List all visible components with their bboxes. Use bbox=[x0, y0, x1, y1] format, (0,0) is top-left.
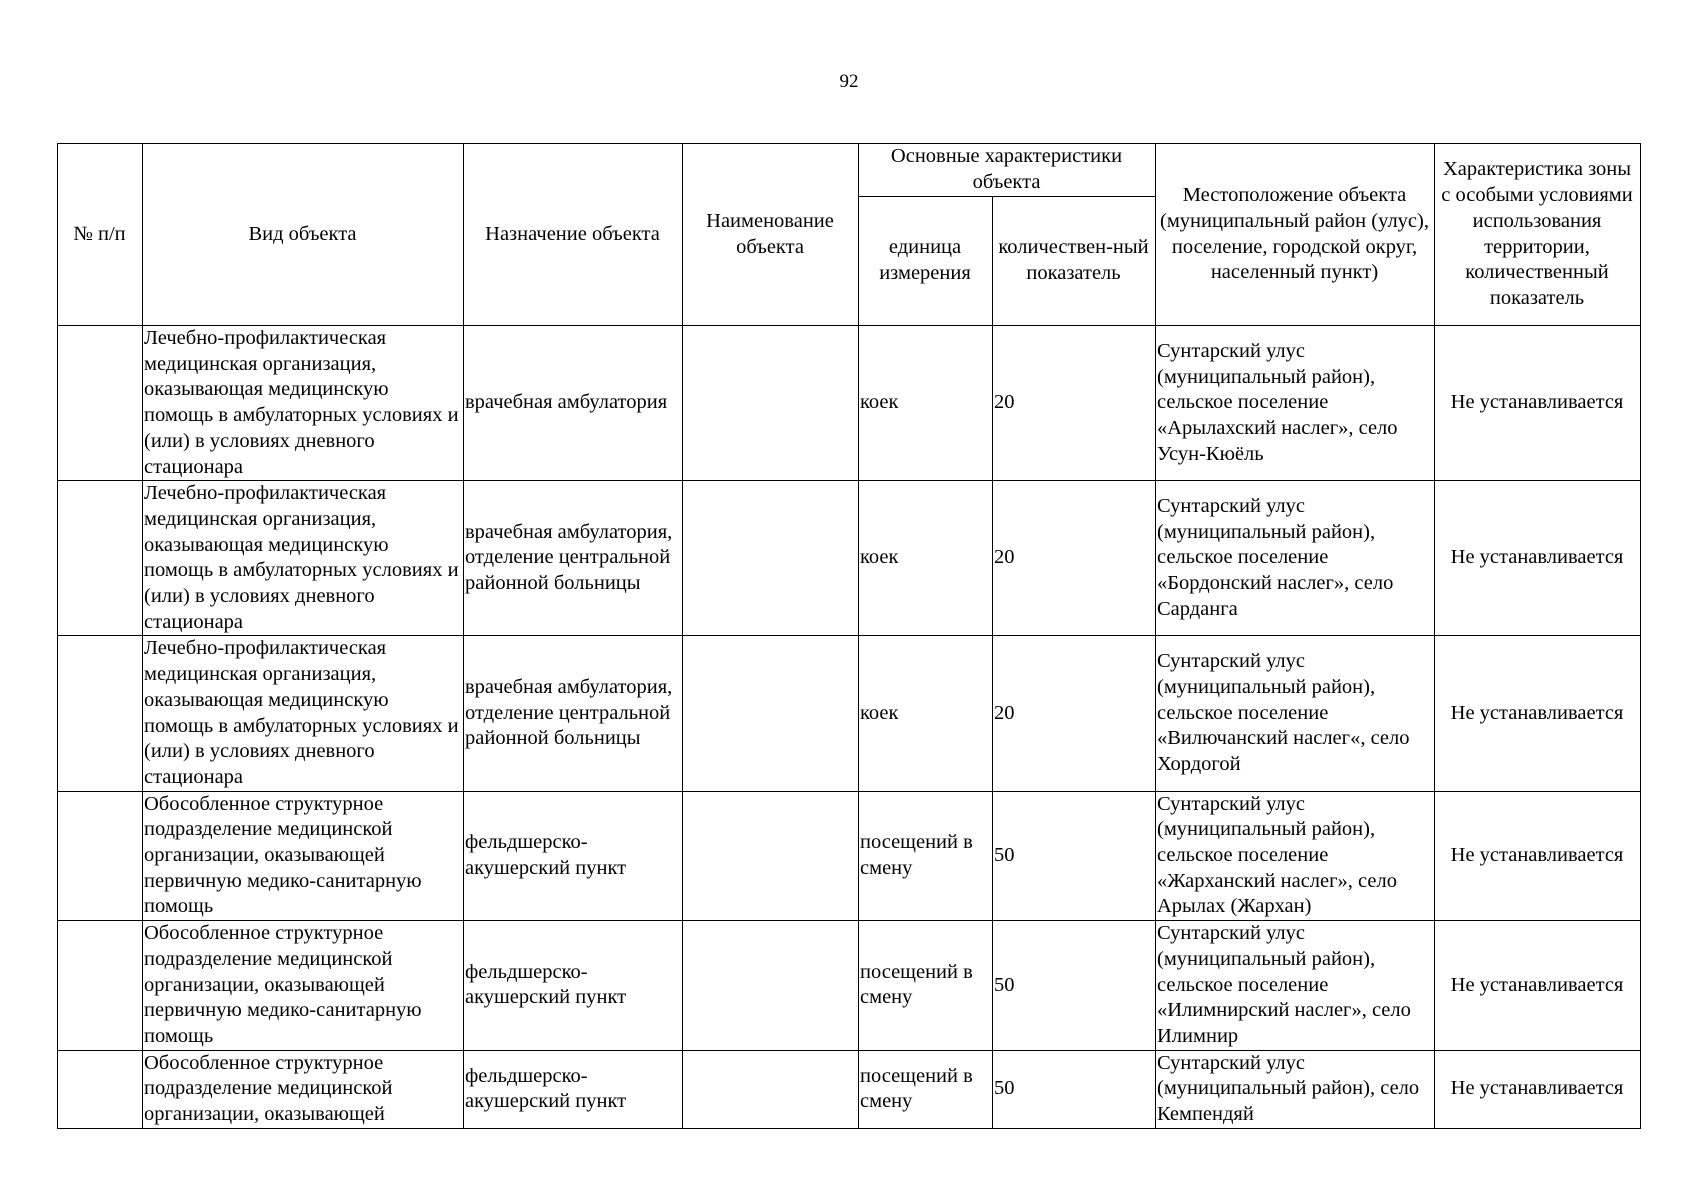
header-purpose: Назначение объекта bbox=[464, 144, 683, 326]
cell-type: Лечебно-профилактическая медицинская организация, оказывающая медицинскую помощь в амбулаторных условиях и (или) в условиях дневного стационара bbox=[143, 636, 464, 791]
cell-location: Сунтарский улус (муниципальный район), сельское поселение «Илимнирский наслег», село Илимнир bbox=[1156, 921, 1435, 1051]
header-zone: Характеристика зоны с особыми условиями использования территории, количественный показатель bbox=[1435, 144, 1641, 326]
cell-quantity: 20 bbox=[993, 326, 1156, 481]
cell-unit: коек bbox=[859, 481, 993, 636]
cell-unit: коек bbox=[859, 636, 993, 791]
header-location: Местоположение объекта (муниципальный район (улус), поселение, городской округ, населенный пункт) bbox=[1156, 144, 1435, 326]
cell-unit: посещений в смену bbox=[859, 921, 993, 1051]
table-row bbox=[58, 326, 1641, 481]
cell-num bbox=[58, 326, 143, 481]
cell-unit: коек bbox=[859, 326, 993, 481]
cell-name bbox=[683, 326, 859, 481]
cell-quantity: 20 bbox=[993, 636, 1156, 791]
cell-zone: Не устанавливается bbox=[1435, 481, 1641, 636]
header-unit: единица измерения bbox=[859, 197, 993, 326]
cell-num bbox=[58, 791, 143, 921]
cell-quantity: 50 bbox=[993, 1050, 1156, 1128]
header-name: Наименование объекта bbox=[683, 144, 859, 326]
cell-purpose: врачебная амбулатория, отделение центральной районной больницы bbox=[464, 481, 683, 636]
cell-name bbox=[683, 791, 859, 921]
cell-num bbox=[58, 636, 143, 791]
cell-name bbox=[683, 1050, 859, 1128]
objects-table bbox=[57, 143, 1641, 1129]
cell-type: Лечебно-профилактическая медицинская организация, оказывающая медицинскую помощь в амбулаторных условиях и (или) в условиях дневного стационара bbox=[143, 326, 464, 481]
cell-purpose: фельдшерско-акушерский пункт bbox=[464, 1050, 683, 1128]
cell-num bbox=[58, 921, 143, 1051]
cell-location: Сунтарский улус (муниципальный район), сельское поселение «Вилючанский наслег«, село Хордогой bbox=[1156, 636, 1435, 791]
cell-zone: Не устанавливается bbox=[1435, 921, 1641, 1051]
cell-unit: посещений в смену bbox=[859, 1050, 993, 1128]
cell-name bbox=[683, 636, 859, 791]
table-body bbox=[58, 326, 1641, 1129]
table-row bbox=[58, 481, 1641, 636]
cell-zone: Не устанавливается bbox=[1435, 791, 1641, 921]
cell-purpose: фельдшерско-акушерский пункт bbox=[464, 791, 683, 921]
cell-location: Сунтарский улус (муниципальный район), сельское поселение «Бордонский наслег», село Сарданга bbox=[1156, 481, 1435, 636]
table-row bbox=[58, 636, 1641, 791]
page-number: 92 bbox=[839, 71, 859, 92]
cell-unit: посещений в смену bbox=[859, 791, 993, 921]
table-row bbox=[58, 1050, 1641, 1128]
cell-type: Обособленное структурное подразделение медицинской организации, оказывающей bbox=[143, 1050, 464, 1128]
cell-location: Сунтарский улус (муниципальный район), сельское поселение «Жарханский наслег», село Арылах (Жархан) bbox=[1156, 791, 1435, 921]
table-row bbox=[58, 921, 1641, 1051]
cell-purpose: врачебная амбулатория bbox=[464, 326, 683, 481]
cell-name bbox=[683, 481, 859, 636]
table-row bbox=[58, 791, 1641, 921]
table-header bbox=[58, 144, 1641, 326]
header-num: № п/п bbox=[58, 144, 143, 326]
header-type: Вид объекта bbox=[143, 144, 464, 326]
cell-name bbox=[683, 921, 859, 1051]
cell-location: Сунтарский улус (муниципальный район), сельское поселение «Арылахский наслег», село Усун-Кюёль bbox=[1156, 326, 1435, 481]
cell-type: Обособленное структурное подразделение медицинской организации, оказывающей первичную медико-санитарную помощь bbox=[143, 921, 464, 1051]
cell-quantity: 50 bbox=[993, 921, 1156, 1051]
header-main-characteristics: Основные характеристики объекта bbox=[859, 144, 1156, 197]
cell-zone: Не устанавливается bbox=[1435, 1050, 1641, 1128]
cell-location: Сунтарский улус (муниципальный район), село Кемпендяй bbox=[1156, 1050, 1435, 1128]
cell-purpose: фельдшерско-акушерский пункт bbox=[464, 921, 683, 1051]
header-quantity: количествен-ный показатель bbox=[993, 197, 1156, 326]
cell-num bbox=[58, 481, 143, 636]
cell-purpose: врачебная амбулатория, отделение центральной районной больницы bbox=[464, 636, 683, 791]
cell-type: Обособленное структурное подразделение медицинской организации, оказывающей первичную медико-санитарную помощь bbox=[143, 791, 464, 921]
cell-type: Лечебно-профилактическая медицинская организация, оказывающая медицинскую помощь в амбулаторных условиях и (или) в условиях дневного стационара bbox=[143, 481, 464, 636]
cell-quantity: 20 bbox=[993, 481, 1156, 636]
cell-quantity: 50 bbox=[993, 791, 1156, 921]
cell-zone: Не устанавливается bbox=[1435, 326, 1641, 481]
cell-zone: Не устанавливается bbox=[1435, 636, 1641, 791]
cell-num bbox=[58, 1050, 143, 1128]
